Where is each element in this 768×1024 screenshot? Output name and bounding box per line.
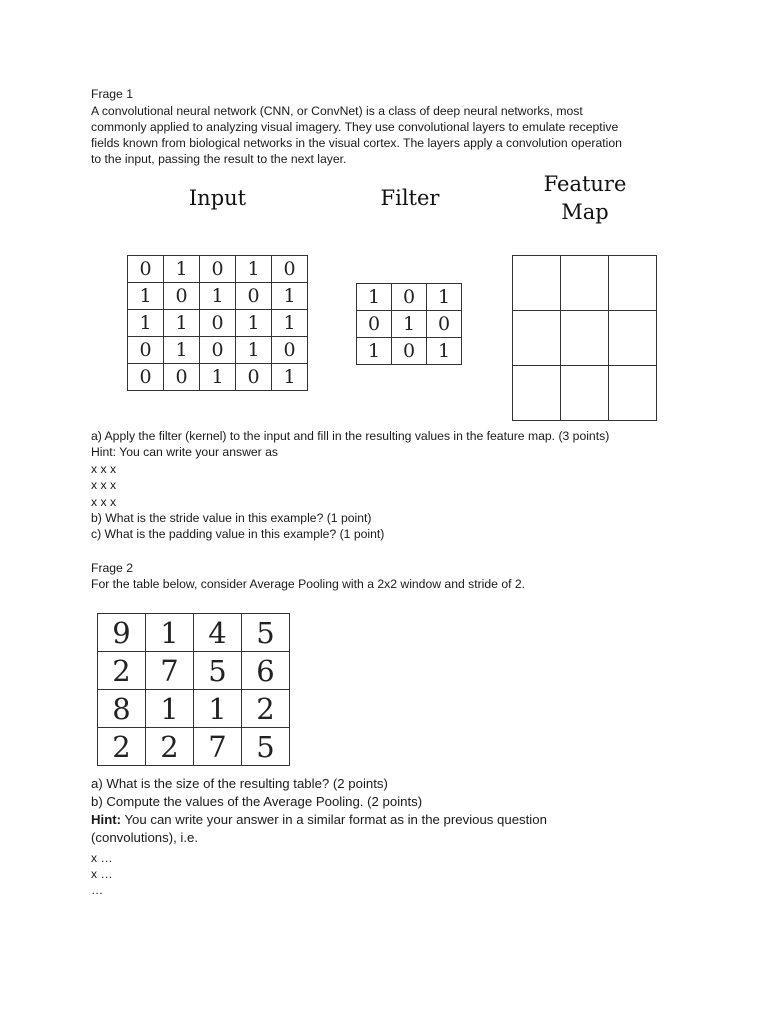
- feature-map-grid: [512, 255, 657, 421]
- q2-question-a: a) What is the size of the resulting table? (2 points): [91, 776, 388, 791]
- pooling-cell: 5: [194, 652, 242, 690]
- q1-question-c: c) What is the padding value in this example? (1 point): [91, 527, 385, 541]
- filter-cell: 1: [392, 311, 427, 338]
- feature-map-row: [513, 366, 657, 421]
- q1-format-line-2: x x x: [91, 478, 117, 492]
- pooling-cell: 2: [98, 652, 146, 690]
- pooling-cell: 1: [146, 614, 194, 652]
- input-cell: 1: [164, 337, 200, 364]
- q2-format-line-1: x …: [91, 851, 113, 865]
- q1-intro-line-3: fields known from biological networks in the visual cortex. The layers apply a convolution operation: [91, 136, 622, 150]
- input-cell: 1: [128, 310, 164, 337]
- input-cell: 1: [272, 283, 308, 310]
- q1-hint: Hint: You can write your answer as: [91, 445, 278, 459]
- feature-map-cell[interactable]: [561, 256, 609, 311]
- q1-format-line-3: x x x: [91, 495, 117, 509]
- pooling-cell: 2: [242, 690, 290, 728]
- input-cell: 0: [200, 337, 236, 364]
- filter-heading: Filter: [380, 186, 440, 210]
- q2-hint-line-1: [91, 811, 547, 829]
- filter-cell: 1: [357, 284, 392, 311]
- input-cell: 0: [236, 283, 272, 310]
- q2-format-line-3: …: [91, 883, 104, 897]
- pooling-row: [98, 614, 290, 652]
- q2-hint-line-2: (convolutions), i.e.: [91, 830, 199, 845]
- input-heading: Input: [188, 186, 247, 210]
- pooling-input-table: [97, 613, 290, 766]
- q1-intro-line-4: to the input, passing the result to the next layer.: [91, 152, 347, 166]
- input-cell: 1: [200, 283, 236, 310]
- input-cell: 1: [128, 283, 164, 310]
- input-cell: 0: [272, 256, 308, 283]
- input-cell: 0: [200, 310, 236, 337]
- filter-cell: 1: [427, 338, 462, 365]
- input-cell: 1: [236, 310, 272, 337]
- input-cell: 1: [200, 364, 236, 391]
- q2-format-line-2: x …: [91, 867, 113, 881]
- filter-cell: 1: [427, 284, 462, 311]
- q1-intro-line-2: commonly applied to analyzing visual imagery. They use convolutional layers to emulate receptive: [91, 120, 619, 134]
- input-cell: 0: [128, 256, 164, 283]
- feature-map-heading-line-1: Feature: [543, 172, 627, 196]
- input-row: [128, 256, 308, 283]
- feature-map-cell[interactable]: [513, 366, 561, 421]
- feature-map-cell[interactable]: [513, 311, 561, 366]
- input-cell: 1: [272, 364, 308, 391]
- feature-map-cell[interactable]: [561, 311, 609, 366]
- filter-row: [357, 284, 462, 311]
- input-cell: 0: [164, 364, 200, 391]
- input-cell: 0: [164, 283, 200, 310]
- input-cell: 1: [236, 337, 272, 364]
- feature-map-cell[interactable]: [609, 366, 657, 421]
- input-row: [128, 283, 308, 310]
- pooling-cell: 1: [146, 690, 194, 728]
- filter-matrix: [356, 283, 462, 365]
- q2-hint-text: You can write your answer in a similar format as in the previous question: [121, 812, 547, 827]
- q1-title: Frage 1: [91, 87, 134, 101]
- pooling-cell: 5: [242, 614, 290, 652]
- input-cell: 1: [164, 310, 200, 337]
- input-cell: 1: [272, 310, 308, 337]
- filter-cell: 0: [392, 284, 427, 311]
- q2-hint-label: Hint:: [91, 812, 122, 827]
- q2-title: Frage 2: [91, 561, 134, 575]
- feature-map-cell[interactable]: [561, 366, 609, 421]
- pooling-row: [98, 728, 290, 766]
- input-row: [128, 364, 308, 391]
- feature-map-row: [513, 311, 657, 366]
- input-cell: 0: [236, 364, 272, 391]
- feature-map-cell[interactable]: [513, 256, 561, 311]
- feature-map-cell[interactable]: [609, 256, 657, 311]
- pooling-cell: 7: [146, 652, 194, 690]
- input-cell: 0: [128, 337, 164, 364]
- feature-map-heading-line-2: Map: [561, 200, 609, 224]
- filter-row: [357, 338, 462, 365]
- feature-map-row: [513, 256, 657, 311]
- pooling-cell: 7: [194, 728, 242, 766]
- filter-cell: 0: [392, 338, 427, 365]
- input-cell: 0: [128, 364, 164, 391]
- pooling-row: [98, 690, 290, 728]
- filter-cell: 1: [357, 338, 392, 365]
- pooling-cell: 8: [98, 690, 146, 728]
- input-row: [128, 310, 308, 337]
- filter-row: [357, 311, 462, 338]
- pooling-cell: 1: [194, 690, 242, 728]
- input-cell: 1: [236, 256, 272, 283]
- pooling-cell: 9: [98, 614, 146, 652]
- input-cell: 0: [272, 337, 308, 364]
- input-matrix: [127, 255, 308, 391]
- pooling-cell: 4: [194, 614, 242, 652]
- pooling-cell: 2: [98, 728, 146, 766]
- pooling-cell: 5: [242, 728, 290, 766]
- q2-question-b: b) Compute the values of the Average Pooling. (2 points): [91, 794, 423, 809]
- feature-map-cell[interactable]: [609, 311, 657, 366]
- pooling-row: [98, 652, 290, 690]
- filter-cell: 0: [427, 311, 462, 338]
- q1-intro-line-1: A convolutional neural network (CNN, or ConvNet) is a class of deep neural networks, most: [91, 104, 583, 118]
- filter-cell: 0: [357, 311, 392, 338]
- pooling-cell: 6: [242, 652, 290, 690]
- q2-intro: For the table below, consider Average Pooling with a 2x2 window and stride of 2.: [91, 577, 526, 591]
- input-cell: 0: [200, 256, 236, 283]
- q1-question-b: b) What is the stride value in this example? (1 point): [91, 511, 372, 525]
- pooling-cell: 2: [146, 728, 194, 766]
- input-row: [128, 337, 308, 364]
- input-cell: 1: [164, 256, 200, 283]
- q1-question-a: a) Apply the filter (kernel) to the input and fill in the resulting values in the feature map. (3 points): [91, 429, 610, 443]
- q1-format-line-1: x x x: [91, 462, 117, 476]
